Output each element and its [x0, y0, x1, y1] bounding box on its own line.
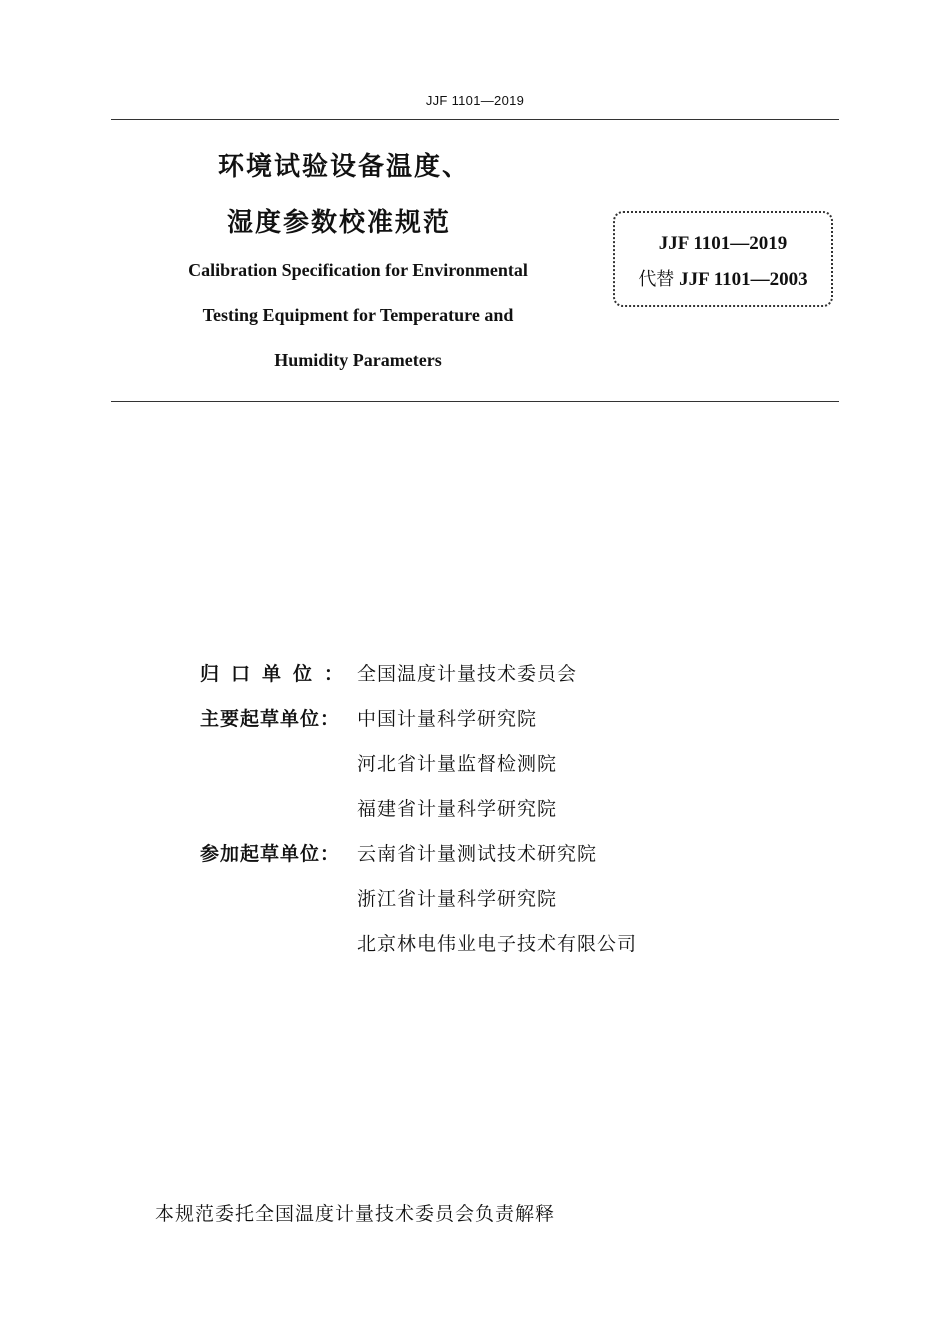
responsible-unit-row	[200, 659, 577, 689]
interpretation-note: 本规范委托全国温度计量技术委员会负责解释	[155, 1203, 556, 1225]
main-drafting-unit: 中国计量科学研究院	[357, 708, 538, 730]
title-en-line3: Humidity Parameters	[274, 350, 442, 370]
title-cn-line1: 环境试验设备温度、	[218, 152, 471, 182]
participating-unit: 浙江省计量科学研究院	[357, 888, 558, 910]
participating-unit: 北京林电伟业电子技术有限公司	[357, 933, 638, 955]
participating-row	[200, 839, 597, 869]
bottom-divider	[111, 401, 839, 402]
participating-row	[200, 929, 637, 959]
title-en-line2: Testing Equipment for Temperature and	[202, 305, 514, 325]
participating-unit: 云南省计量测试技术研究院	[357, 843, 598, 865]
main-drafting-unit: 福建省计量科学研究院	[357, 798, 558, 820]
main-drafting-row	[200, 749, 557, 779]
replaced-code: JJF 1101—2003	[679, 269, 808, 290]
replaces-code-line	[615, 265, 831, 291]
title-en-line1: Calibration Specification for Environmental	[188, 260, 528, 280]
participating-label: 参加起草单位：	[200, 843, 341, 865]
main-drafting-unit: 河北省计量监督检测院	[357, 753, 558, 775]
participating-row	[200, 884, 557, 914]
main-drafting-row	[200, 794, 557, 824]
top-divider	[111, 119, 839, 120]
replaces-prefix: 代替	[638, 269, 675, 290]
current-code: JJF 1101—2019	[658, 233, 788, 254]
standard-code-box	[613, 211, 833, 307]
main-drafting-row	[200, 704, 537, 734]
responsible-unit-value: 全国温度计量技术委员会	[357, 663, 578, 685]
title-cn-line2: 湿度参数校准规范	[227, 208, 452, 238]
responsible-unit-label: 归口单位：	[200, 663, 356, 685]
main-drafting-label: 主要起草单位：	[200, 708, 341, 730]
running-header-code: JJF 1101—2019	[425, 93, 525, 108]
